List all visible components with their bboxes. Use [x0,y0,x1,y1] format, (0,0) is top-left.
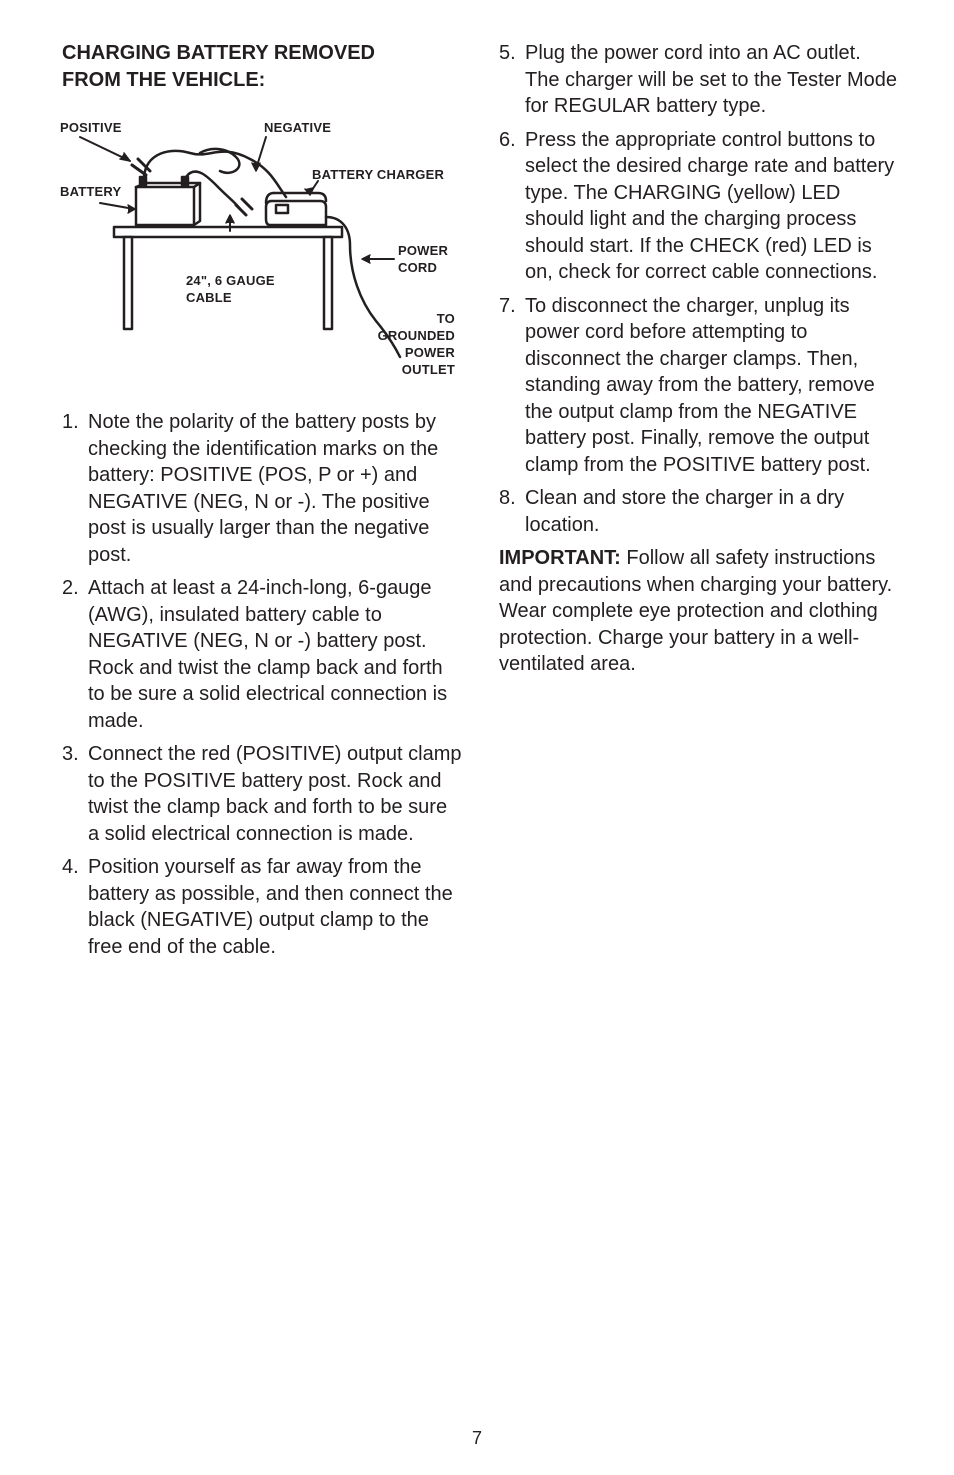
step-item [499,127,899,286]
step-item [499,40,899,120]
step-text: Attach at least a 24-inch-long, 6-gauge (AWG), insulated battery cable to NEGATIVE (NEG, N or -) battery post. Rock and twist the clamp back and forth to be sure a solid electrical connection is made. [88,577,448,732]
label-outlet-2: GROUNDED [377,328,455,343]
step-text: To disconnect the charger, unplug its power cord before attempting to disconnect the charger clamps. Then, standing away from the battery, remove the output clamp from the NEGATIVE battery post. Finally, remove the output clamp from the POSITIVE battery post. [525,294,875,476]
important-note [499,545,899,678]
step-item [62,409,462,568]
step-item [499,293,899,479]
heading-line-1: CHARGING BATTERY REMOVED [62,42,375,64]
label-power-cord-1: POWER [398,243,449,258]
step-item [62,741,462,847]
step-number: 7. [499,294,516,317]
battery-charging-diagram [60,113,460,383]
page-number: 7 [471,1428,482,1448]
step-number: 8. [499,487,516,509]
steps-list-right [499,40,899,678]
step-text: Plug the power cord into an AC outlet. The charger will be set to the Tester Mode for REGULAR battery type. [525,42,898,117]
label-outlet-3: POWER [404,345,455,360]
label-negative: NEGATIVE [264,120,332,135]
heading-line-2: FROM THE VEHICLE: [62,69,266,91]
section-heading [62,40,462,94]
step-number: 2. [62,577,79,599]
label-battery: BATTERY [60,184,122,199]
step-number: 6. [499,128,516,151]
label-cable-2: CABLE [186,290,232,305]
step-number: 4. [62,856,79,878]
step-text: Position yourself as far away from the battery as possible, and then connect the black (NEGATIVE) output clamp to the free end of the cable. [88,856,453,958]
step-text: Connect the red (POSITIVE) output clamp to the POSITIVE battery post. Rock and twist the clamp back and forth to be sure a solid electrical connection is made. [88,743,462,845]
steps-list-left [62,409,462,967]
step-text: Press the appropriate control buttons to select the desired charge rate and battery type. The CHARGING (yellow) LED should light and the charging process should start. If the CHECK (red) LED is on, check for correct cable connections. [525,128,895,283]
step-number: 5. [499,42,516,64]
step-item [499,485,899,538]
label-cable-1: 24", 6 GAUGE [186,273,275,288]
step-number: 3. [62,743,79,765]
label-outlet-4: OUTLET [401,362,455,377]
important-text: Follow all safety instructions and precautions when charging your battery. Wear complete eye protection and clothing protection. Charge your battery in a well-ventilated area. [499,547,893,675]
label-power-cord-2: CORD [398,260,438,275]
step-item [62,575,462,734]
step-text: Clean and store the charger in a dry location. [525,487,845,536]
label-battery-charger: BATTERY CHARGER [312,167,445,182]
important-label: IMPORTANT: [499,547,621,569]
label-positive: POSITIVE [60,120,122,135]
label-outlet-1: TO [436,311,455,326]
step-item [62,854,462,960]
step-number: 1. [62,411,79,433]
step-text: Note the polarity of the battery posts by checking the identification marks on the battery: POSITIVE (POS, P or +) and NEGATIVE (NEG, N or -). The positive post is usually larger than the negative post. [88,411,439,566]
